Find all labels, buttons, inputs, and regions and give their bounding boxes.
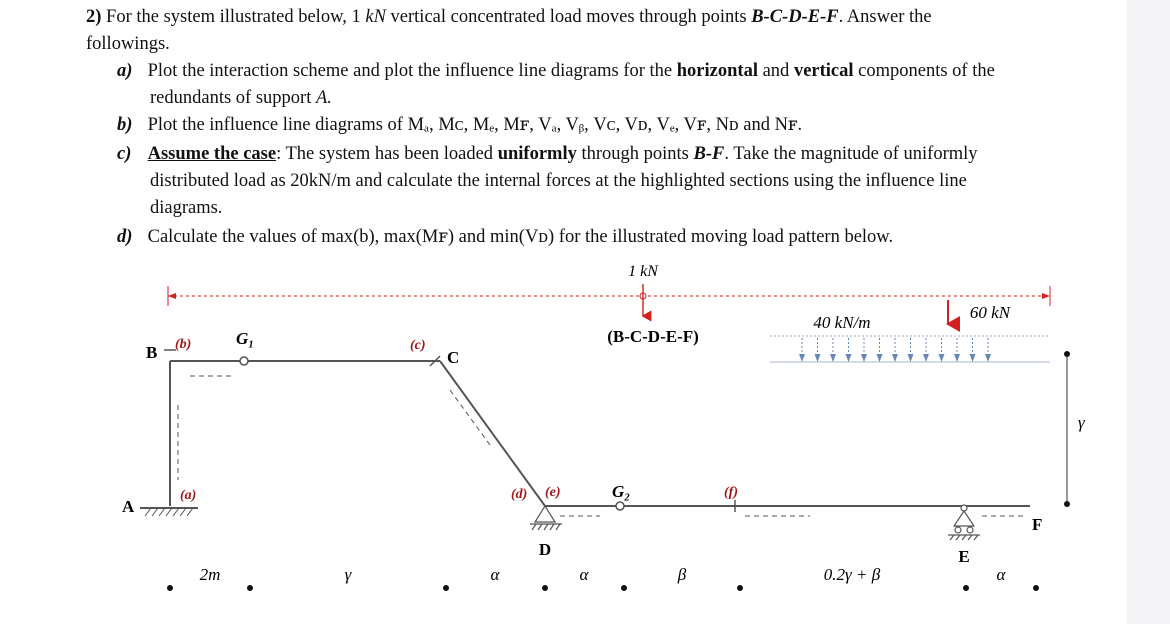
node-c: C [447, 348, 460, 367]
part-a: a) Plot the interaction scheme and plot the influence line diagrams for the horizontal and vertical components of the [117, 58, 995, 85]
load-label: 1 kN [628, 263, 658, 280]
part-d-marker: d) [117, 227, 133, 247]
gamma-dimension [1064, 351, 1086, 507]
dim-6: 0.2γ + β [823, 565, 881, 584]
part-a-line2: redundants of support A. [150, 88, 332, 108]
node-f: F [1032, 515, 1043, 534]
path-label: (B-C-D-E-F) [607, 327, 699, 346]
section-c: (c) [410, 338, 426, 353]
gamma-label: γ [1078, 413, 1085, 432]
node-d: D [538, 540, 552, 559]
udl-arrow-head [815, 354, 821, 362]
udl-arrow-head [985, 354, 991, 362]
section-a: (a) [180, 488, 197, 503]
part-c: c) Assume the case: The system has been loaded uniformly through points B-F. Take the magnitude of uniformly [117, 141, 978, 168]
udl-arrow-head [799, 354, 805, 362]
node-labels [122, 343, 1042, 566]
udl-arrow-head [877, 354, 883, 362]
node-a: A [122, 497, 135, 516]
node-e: E [958, 547, 970, 566]
section-b: (b) [175, 337, 192, 352]
section-f: (f) [724, 485, 738, 500]
udl-arrow-head [846, 354, 852, 362]
support-a [140, 508, 198, 516]
dim-3: α [490, 565, 500, 584]
support-d [530, 506, 562, 530]
dim-4: α [579, 565, 589, 584]
inclined-c-d [440, 361, 545, 506]
dim-1: 2m [199, 565, 221, 584]
question-intro-line2: followings. [86, 34, 170, 54]
udl-arrow-head [861, 354, 867, 362]
section-e: (e) [545, 485, 561, 500]
point-load-60 [948, 300, 1012, 324]
frame-members [170, 361, 1030, 506]
part-a-marker: a) [117, 61, 133, 81]
dim-7: α [996, 565, 1006, 584]
dashed-guides [178, 361, 1025, 516]
dimension-dots [167, 585, 1039, 591]
hinge-g1-label: G₁ [236, 329, 255, 348]
part-c-marker: c) [117, 144, 132, 164]
udl-arrow-head [923, 354, 929, 362]
udl-arrow-head [908, 354, 914, 362]
udl-label: 40 kN/m [813, 313, 871, 332]
question-intro: 2) For the system illustrated below, 1 kN vertical concentrated load moves through points B-C-D-E-F. Answer the [86, 7, 932, 27]
part-c-line3: diagrams. [150, 198, 223, 218]
part-b-marker: b) [117, 115, 133, 135]
part-b: b) Plot the influence line diagrams of Mₐ, Mᴄ, Mₑ, Mꜰ, Vₐ, Vᵦ, Vᴄ, Vᴅ, Vₑ, Vꜰ, Nᴅ and Nꜰ. [117, 112, 802, 139]
dimension-labels [200, 565, 1007, 584]
moving-load-guide [168, 286, 1050, 306]
udl-arrow-head [892, 354, 898, 362]
section-d: (d) [511, 487, 528, 502]
udl-arrow-head [954, 354, 960, 362]
udl-arrow-head [970, 354, 976, 362]
udl-arrow-head [939, 354, 945, 362]
dim-2: γ [344, 565, 352, 584]
point-load-label: 60 kN [969, 303, 1011, 322]
hinge-labels [236, 329, 630, 501]
moving-point-load [607, 263, 699, 346]
node-b: B [146, 343, 158, 362]
support-e [948, 505, 980, 540]
udl-arrow-head [830, 354, 836, 362]
hinge-g2 [616, 502, 624, 510]
question-number: 2) [86, 7, 102, 27]
part-c-line2: distributed load as 20kN/m and calculate the internal forces at the highlighted sections using the influence line [150, 171, 967, 191]
hinge-g2-label: G₂ [612, 482, 631, 501]
dim-5: β [677, 565, 687, 584]
part-d: d) Calculate the values of max(b), max(Mꜰ) and min(Vᴅ) for the illustrated moving load pattern below. [117, 224, 893, 251]
hinge-g1 [240, 357, 248, 365]
